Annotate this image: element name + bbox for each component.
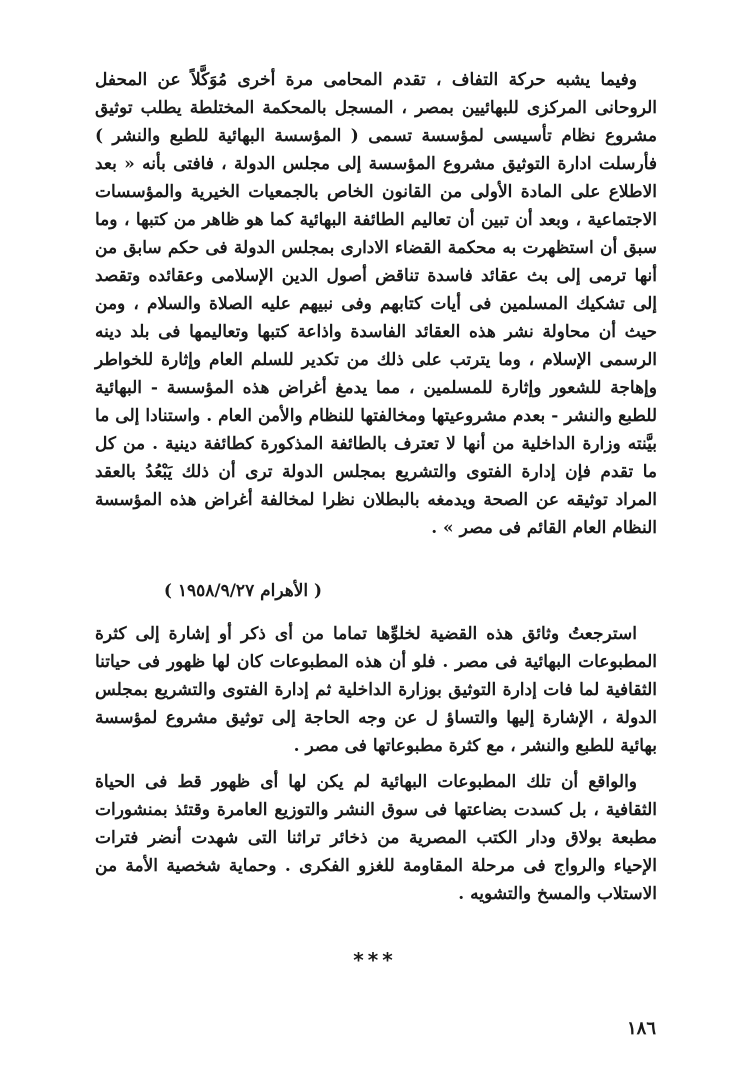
paragraph-text: استرجعتُ وثائق هذه القضية لخلوِّها تماما من أى ذكر أو إشارة إلى كثرة المطبوعات البهائية فى مصر . فلو أن هذه المطبوعات كان لها ظهور فى حياتنا الثقافية لما فات إدارة التوثيق بوزارة الداخلية ثم إدارة الفتوى والتشريع بمجلس الدولة ، الإشارة إليها والتساؤ ل عن وجه الحاجة إلى توثيق مشروع لمؤسسة بهائية للطبع والنشر ، مع كثرة مطبوعاتها فى مصر . (95, 624, 657, 756)
paragraph-petition-and-fatwa (95, 66, 657, 542)
paragraph-text: وفيما يشبه حركة التفاف ، تقدم المحامى مرة أخرى مُوَكَّلاً عن المحفل الروحانى المركزى للبهائيين بمصر ، المسجل بالمحكمة المختلطة يطلب توثيق مشروع نظام تأسيسى لمؤسسة تسمى ( المؤسسة البهائية للطبع والنشر ) فأرسلت ادارة التوثيق مشروع المؤسسة إلى مجلس الدولة ، فافتى بأنه « بعد الاطلاع على المادة الأولى من القانون الخاص بالجمعيات الخيرية والمؤسسات الاجتماعية ، وبعد أن تبين أن تعاليم الطائفة البهائية كما هو ظاهر من كتبها ، وما سبق أن استظهرت به محكمة القضاء الادارى بمجلس الدولة فى حكم سابق من أنها ترمى إلى بث عقائد فاسدة تناقض أصول الدين الإسلامى وعقائده وتقصد إلى تشكيك المسلمين فى أيات كتابهم وفى نبيهم عليه الصلاة والسلام ، ومن حيث أن محاولة نشر هذه العقائد الفاسدة واذاعة كتبها وتعاليمها فى بلد دينه الرسمى الإسلام ، وما يترتب على ذلك من تكدير للسلم العام وإثارة للخواطر وإهاجة للشعور وإثارة للمسلمين ، مما يدمغ أغراض هذه المؤسسة - البهائية للطبع والنشر - بعدم مشروعيتها ومخالفتها للنظام والأمن العام . واستنادا إلى ما بيَّنته وزارة الداخلية من أنها لا تعترف بالطائفة المذكورة كطائفة دينية . من كل ما تقدم فإن إدارة الفتوى والتشريع بمجلس الدولة ترى أن ذلك يَبْعُدُ بالعقد المراد توثيقه عن الصحة ويدمغه بالبطلان نظرا لمخالفة أغراض هذه المؤسسة النظام العام القائم فى مصر » . (95, 70, 657, 538)
paragraph-cultural-reality (95, 768, 657, 908)
section-separator: *** (353, 948, 397, 972)
page-number: ١٨٦ (626, 1018, 656, 1039)
source-citation: ( الأهرام ١٩٥٨/٩/٢٧ ) (163, 581, 323, 601)
paragraph-case-documents (95, 620, 657, 760)
paragraph-text: والواقع أن تلك المطبوعات البهائية لم يكن لها أى ظهور قط فى الحياة الثقافية ، بل كسدت بضاعتها فى سوق النشر والتوزيع العامرة وقتئذ بمنشورات مطبعة بولاق ودار الكتب المصرية من ذخائر تراثنا التى شهدت أنضر فترات الإحياء والرواج فى مرحلة المقاومة للغزو الفكرى . وحماية شخصية الأمة من الاستلاب والمسخ والتشويه . (95, 772, 657, 904)
